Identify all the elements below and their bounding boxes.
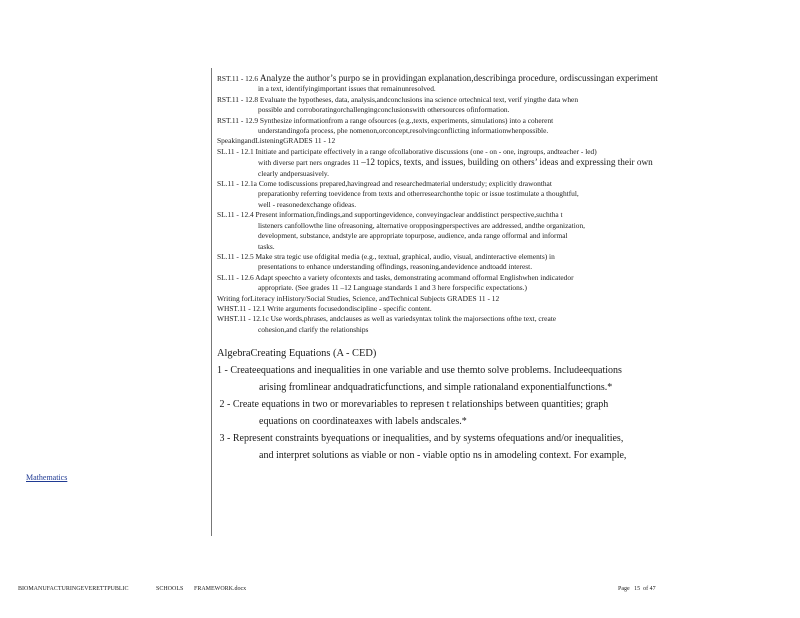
- standard-text: clearly andpersuasively.: [258, 168, 329, 178]
- standard-code: RST.11 - 12.6: [217, 74, 259, 83]
- algebra-section-title: AlgebraCreating Equations (A - CED): [217, 348, 377, 360]
- standard-text: Evaluate the hypotheses, data, analysis,andconclusions ina science ortechnical text, verif yingthe data when: [259, 94, 579, 104]
- section-heading-writing: Writing forLiteracy inHistory/Social Studies, Science, andTechnical Subjects GRADES 11 - 12: [217, 293, 500, 303]
- standard-text: well - reasonedexchange ofideas.: [258, 199, 357, 209]
- standard-code: SL.11 - 12.6: [217, 272, 254, 282]
- standard-text: Use words,phrases, andclauses as well as variedsyntax tolink the majorsections ofthe text, create: [270, 314, 557, 324]
- standard-text: in a text, identifyingimportant issues that remainunresolved.: [258, 84, 436, 94]
- standard-entry: [217, 95, 765, 116]
- standard-code: WHST.11 - 12.1c: [217, 314, 269, 324]
- standard-code: SL.11 - 12.1a: [217, 179, 257, 189]
- algebra-item: [217, 396, 765, 430]
- standard-code: RST.11 - 12.8: [217, 94, 259, 104]
- algebra-item: [217, 362, 765, 396]
- standard-text: cohesion,and clarify the relationships: [258, 324, 369, 334]
- standard-code: WHST.11 - 12.1: [217, 303, 266, 313]
- standard-text: with diverse part ners ongrades 11: [258, 158, 360, 168]
- item-text: equations on coordinateaxes with labels andscales.*: [259, 416, 467, 428]
- margin-divider: [211, 68, 212, 536]
- page-label: Page: [618, 586, 630, 592]
- standard-text: Initiate and participate effectively in a range ofcollaborative discussions (one - on - one, ingroups, andteacher - led): [255, 146, 597, 156]
- item-number: 1 -: [217, 365, 231, 377]
- item-text: Create equations in two or morevariables to represen t relationships between quantities; graph: [232, 399, 609, 411]
- standard-text: preparationby referring toevidence from texts and otherresearchonthe topic or issue tostimulate a thoughtful,: [258, 189, 579, 199]
- standard-entry: [217, 304, 765, 314]
- standard-entry: [217, 314, 765, 335]
- standard-code: SL.11 - 12.1: [217, 146, 254, 156]
- standard-entry: [217, 147, 765, 179]
- subject-label-mathematics[interactable]: Mathematics: [26, 473, 68, 482]
- item-text: arising fromlinear andquadraticfunctions, and simple rationaland exponentialfunctions.*: [259, 382, 613, 394]
- standard-text: Analyze the author’s purpo se in providingan explanation,describinga procedure, ordiscussingan experiment: [259, 73, 658, 83]
- standard-entry: [217, 179, 765, 210]
- standard-code: SL.11 - 12.5: [217, 251, 254, 261]
- section-heading-speaking: SpeakingandListeningGRADES 11 - 12: [217, 136, 336, 146]
- standard-text: development, substance, andstyle are appropriate topurpose, audience, anda range offormal and informal: [258, 231, 568, 241]
- algebra-item: [217, 430, 765, 464]
- standard-text: Present information,findings,and supportingevidence, conveyingaclear anddistinct perspective,suchtha t: [255, 210, 563, 220]
- standard-entry: [217, 252, 765, 273]
- standard-text: understandingofa process, phe nomenon,orconcept,resolvingconflicting informationwhenpossible.: [258, 126, 549, 136]
- standard-text: Adapt speechto a variety ofcontexts and tasks, demonstrating acommand offormal Englishwhen indicatedor: [255, 272, 574, 282]
- page-current: 15: [634, 586, 641, 592]
- standard-text: Synthesize informationfrom a range ofsources (e.g.,texts, experiments, simulations) into a coherent: [259, 115, 554, 125]
- standard-text: –12 topics, texts, and issues, building on others’ ideas and expressing their own: [361, 157, 653, 168]
- item-number: 2 -: [219, 399, 233, 411]
- document-body: [217, 73, 765, 464]
- footer-page-number: [618, 586, 656, 592]
- page-total: 47: [649, 586, 656, 592]
- footer-filename-ext: FRAMEWORK.docx: [194, 586, 247, 592]
- standard-text: tasks.: [258, 241, 275, 251]
- standard-text: listeners canfollowthe line ofreasoning, alternative oropposingperspectives are addressed, andthe organization,: [258, 220, 585, 230]
- item-text: Createequations and inequalities in one variable and use themto solve problems. Includeequations: [230, 365, 622, 377]
- standard-text: Make stra tegic use ofdigital media (e.g., textual, graphical, audio, visual, andinteractive elements) in: [255, 251, 555, 261]
- standard-text: possible and corroboratingorchallengingconclusionswith othersources ofinformation.: [258, 105, 510, 115]
- footer-filename-mid: SCHOOLS: [156, 586, 184, 592]
- standard-text: presentations to enhance understanding offindings, reasoning,andevidence andtoadd interest.: [258, 262, 533, 272]
- standard-entry: [217, 273, 765, 294]
- item-number: 3 -: [219, 433, 233, 445]
- standard-entry: [217, 73, 765, 95]
- standard-code: RST.11 - 12.9: [217, 115, 259, 125]
- standard-code: SL.11 - 12.4: [217, 210, 254, 220]
- page-of-label: of: [643, 586, 649, 592]
- standard-entry: [217, 210, 765, 252]
- footer-filename-left: BIOMANUFACTURINGEVERETTPUBLIC: [18, 586, 129, 592]
- standard-entry: [217, 116, 765, 137]
- item-text: and interpret solutions as viable or non - viable optio ns in amodeling context. For example,: [259, 450, 627, 462]
- standard-text: appropriate. (See grades 11 –12 Language standards 1 and 3 here forspecific expectations.): [258, 283, 527, 293]
- standard-text: Write arguments focusedondiscipline - specific content.: [267, 303, 432, 313]
- standard-text: Come todiscussions prepared,havingread and researchedmaterial understudy; explicitly drawonthat: [258, 179, 552, 189]
- item-text: Represent constraints byequations or inequalities, and by systems ofequations and/or inequalities,: [232, 433, 624, 445]
